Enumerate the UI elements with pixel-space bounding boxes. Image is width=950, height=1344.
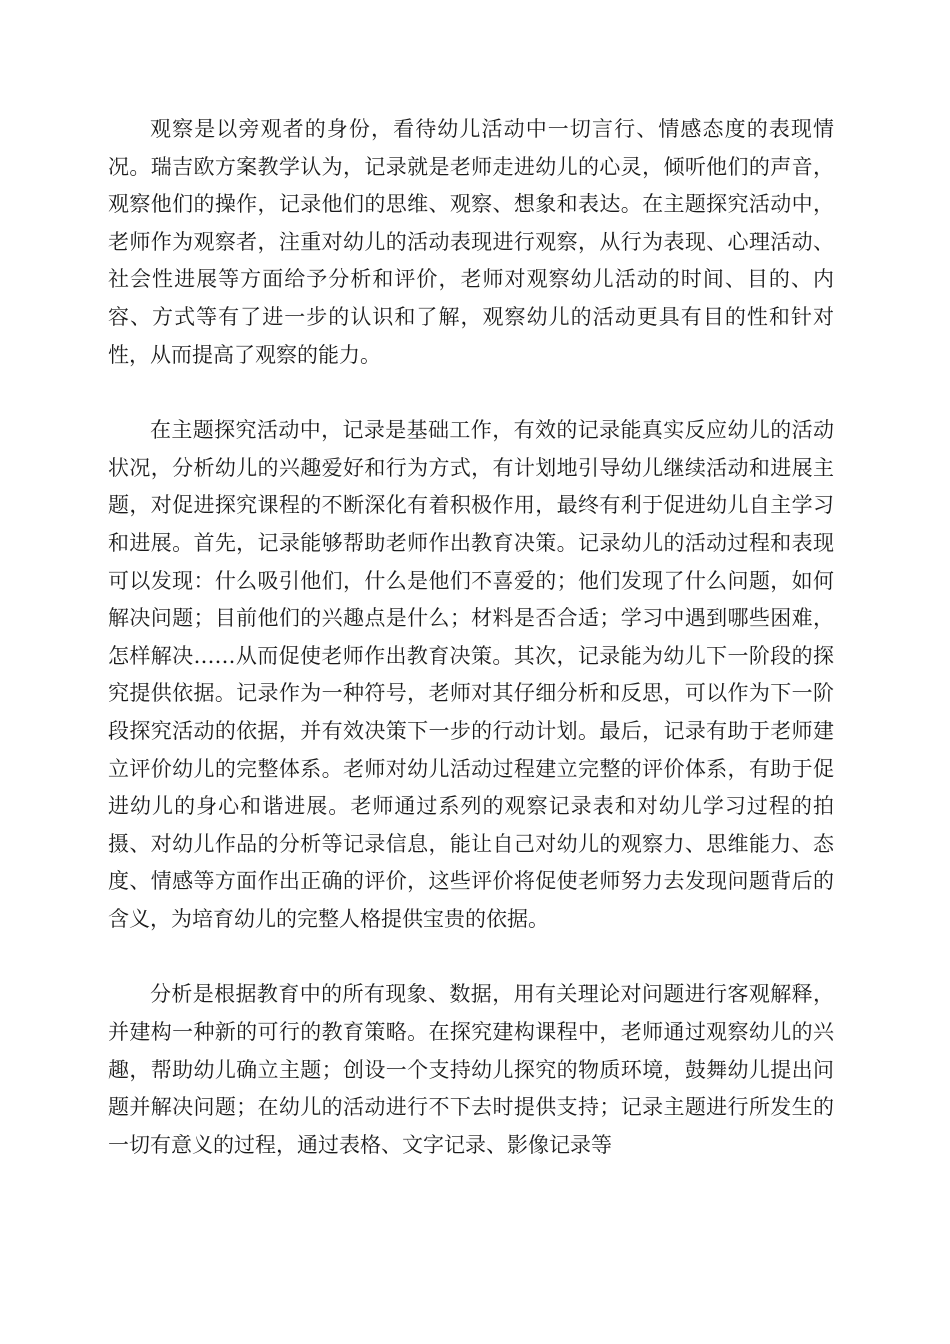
paragraph-recording: 在主题探究活动中，记录是基础工作，有效的记录能真实反应幼儿的活动状况，分析幼儿的兴趣爱好和行为方式，有计划地引导幼儿继续活动和进展主题，对促进探究课程的不断深化有着积极作用，最终有利于促进幼儿自主学习和进展。首先，记录能够帮助老师作出教育决策。记录幼儿的活动过程和表现可以发现：什么吸引他们，什么是他们不喜爱的；他们发现了什么问题，如何解决问题；目前他们的兴趣点是什么；材料是否合适；学习中遇到哪些困难，怎样解决……从而促使老师作出教育决策。其次，记录能为幼儿下一阶段的探究提供依据。记录作为一种符号，老师对其仔细分析和反思，可以作为下一阶段探究活动的依据，并有效决策下一步的行动计划。最后，记录有助于老师建立评价幼儿的完整体系。老师对幼儿活动过程建立完整的评价体系，有助于促进幼儿的身心和谐进展。老师通过系列的观察记录表和对幼儿学习过程的拍摄、对幼儿作品的分析等记录信息，能让自己对幼儿的观察力、思维能力、态度、情感等方面作出正确的评价，这些评价将促使老师努力去发现问题背后的含义，为培育幼儿的完整人格提供宝贵的依据。 bbox=[108, 418, 834, 931]
document-page bbox=[108, 111, 834, 1164]
paragraph-observation: 观察是以旁观者的身份，看待幼儿活动中一切言行、情感态度的表现情况。瑞吉欧方案教学认为，记录就是老师走进幼儿的心灵，倾听他们的声音，观察他们的操作，记录他们的思维、观察、想象和表达。在主题探究活动中，老师作为观察者，注重对幼儿的活动表现进行观察，从行为表现、心理活动、社会性进展等方面给予分析和评价，老师对观察幼儿活动的时间、目的、内容、方式等有了进一步的认识和了解，观察幼儿的活动更具有目的性和针对性，从而提高了观察的能力。 bbox=[108, 117, 834, 367]
paragraph-analysis: 分析是根据教育中的所有现象、数据，用有关理论对问题进行客观解释，并建构一种新的可行的教育策略。在探究建构课程中，老师通过观察幼儿的兴趣，帮助幼儿确立主题；创设一个支持幼儿探究的物质环境，鼓舞幼儿提出问题并解决问题；在幼儿的活动进行不下去时提供支持；记录主题进行所发生的一切有意义的过程，通过表格、文字记录、影像记录等 bbox=[108, 982, 834, 1157]
